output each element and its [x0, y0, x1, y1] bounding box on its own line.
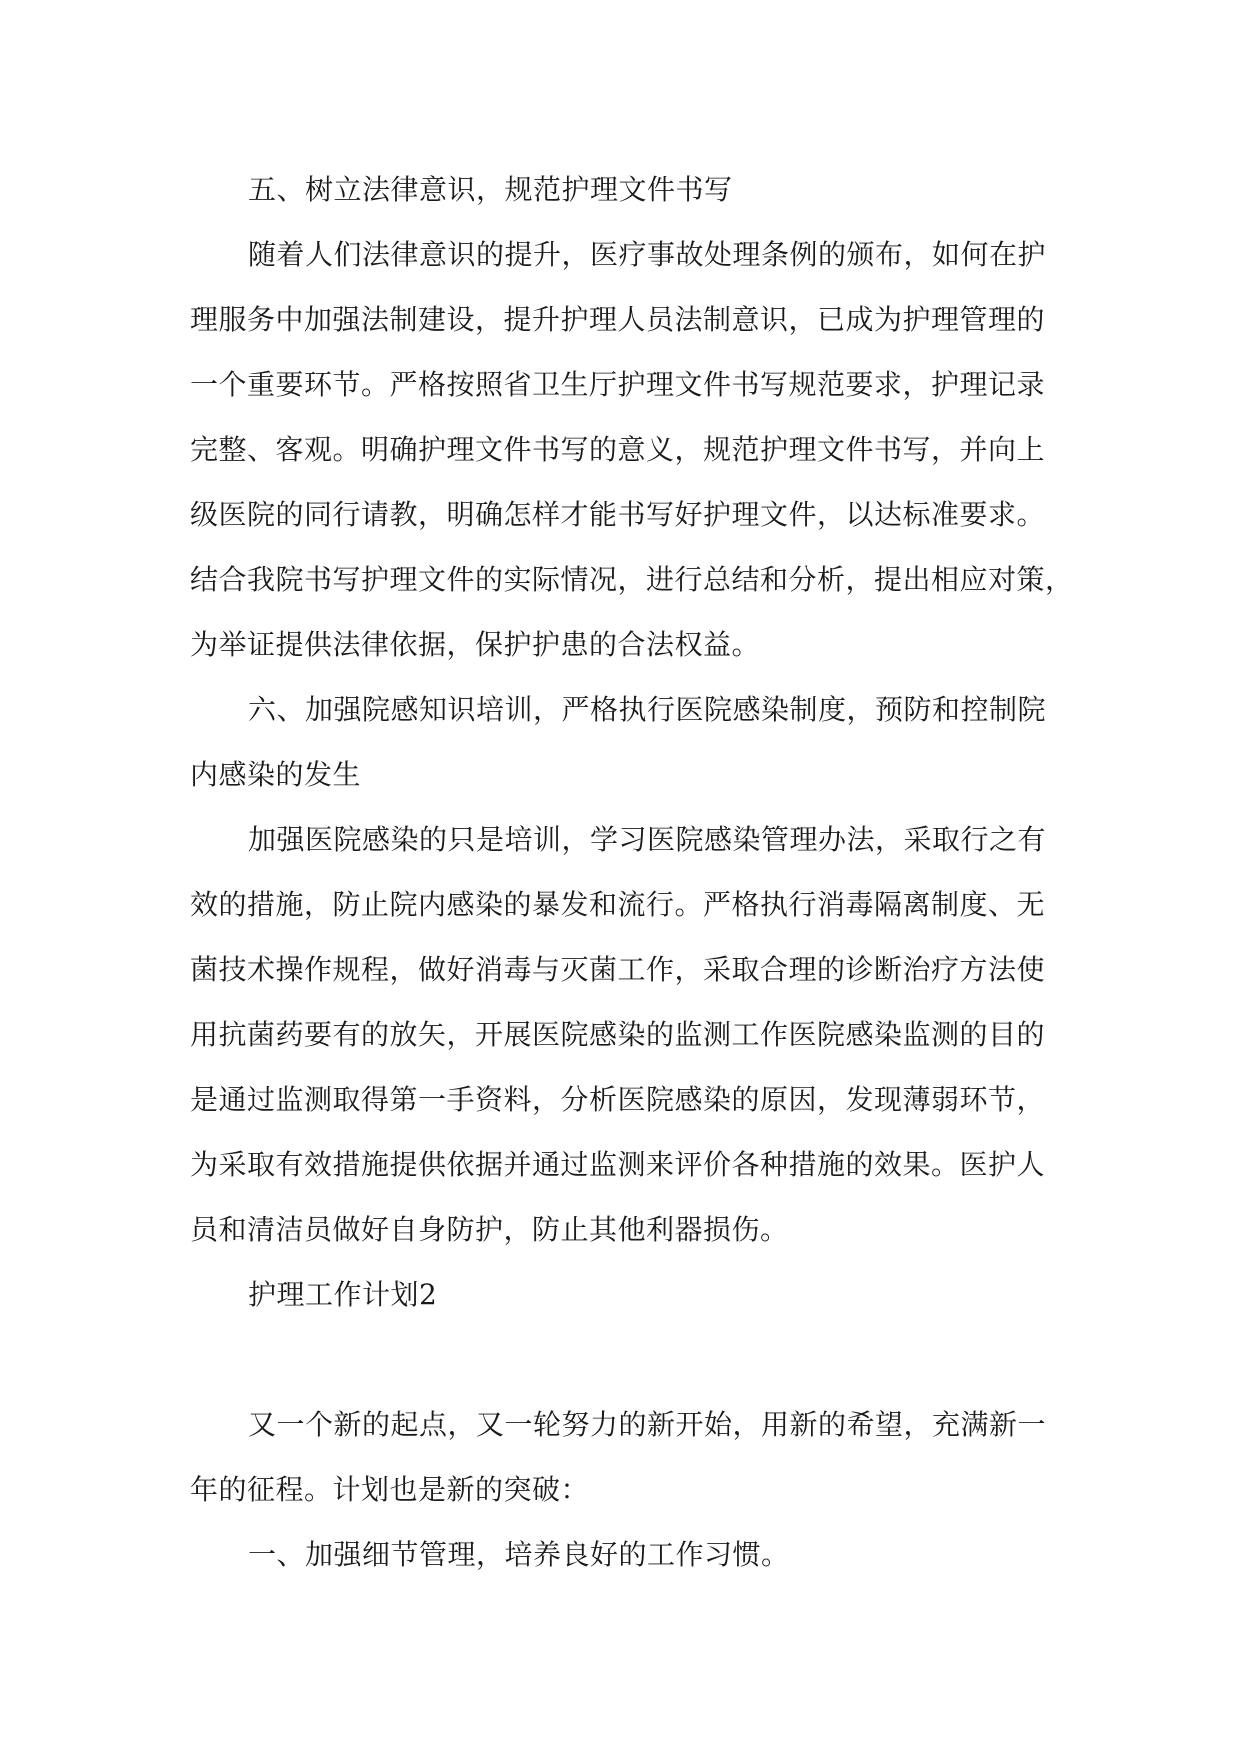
paragraph-line: 一个重要环节。严格按照省卫生厅护理文件书写规范要求，护理记录 — [190, 368, 1046, 401]
blank-line — [190, 1327, 1058, 1392]
section-heading-legal-awareness — [190, 157, 1058, 222]
paragraph-legal-awareness — [190, 222, 1074, 677]
paragraph-line: 结合我院书写护理文件的实际情况，进行总结和分析，提出相应对策， — [190, 563, 1074, 596]
paragraph-line: 理服务中加强法制建设，提升护理人员法制意识，已成为护理管理的 — [190, 303, 1046, 336]
heading-line: 五、树立法律意识，规范护理文件书写 — [248, 173, 733, 206]
paragraph-line: 又一个新的起点，又一轮努力的新开始，用新的希望，充满新一 — [248, 1408, 1047, 1441]
section-heading-work-plan-2 — [190, 1262, 1058, 1327]
document-body — [190, 157, 1074, 1587]
paragraph-line: 效的措施，防止院内感染的暴发和流行。严格执行消毒隔离制度、无 — [190, 888, 1046, 921]
paragraph-line: 用抗菌药要有的放矢，开展医院感染的监测工作医院感染监测的目的 — [190, 1018, 1046, 1051]
paragraph-line: 级医院的同行请教，明确怎样才能书写好护理文件，以达标准要求。 — [190, 498, 1046, 531]
paragraph-line: 年的征程。计划也是新的突破： — [190, 1473, 590, 1506]
heading-line: 六、加强院感知识培训，严格执行医院感染制度，预防和控制院 — [248, 693, 1047, 726]
paragraph-line: 是通过监测取得第一手资料，分析医院感染的原因，发现薄弱环节， — [190, 1083, 1046, 1116]
paragraph-line: 随着人们法律意识的提升，医疗事故处理条例的颁布，如何在护 — [248, 238, 1047, 271]
heading-line: 护理工作计划2 — [248, 1278, 438, 1311]
paragraph-line: 为采取有效措施提供依据并通过监测来评价各种措施的效果。医护人 — [190, 1148, 1046, 1181]
section-heading-detail-management — [190, 1522, 1058, 1587]
paragraph-line: 菌技术操作规程，做好消毒与灭菌工作，采取合理的诊断治疗方法使 — [190, 953, 1046, 986]
paragraph-line: 完整、客观。明确护理文件书写的意义，规范护理文件书写，并向上 — [190, 433, 1046, 466]
paragraph-new-start — [190, 1392, 1058, 1522]
heading-line: 一、加强细节管理，培养良好的工作习惯。 — [248, 1538, 790, 1571]
heading-line: 内感染的发生 — [190, 758, 362, 791]
paragraph-line: 为举证提供法律依据，保护护患的合法权益。 — [190, 628, 761, 661]
paragraph-line: 员和清洁员做好自身防护，防止其他利器损伤。 — [190, 1213, 789, 1246]
paragraph-infection-control — [190, 807, 1058, 1262]
section-heading-infection-control — [190, 677, 1058, 807]
paragraph-line: 加强医院感染的只是培训，学习医院感染管理办法，采取行之有 — [248, 823, 1047, 856]
